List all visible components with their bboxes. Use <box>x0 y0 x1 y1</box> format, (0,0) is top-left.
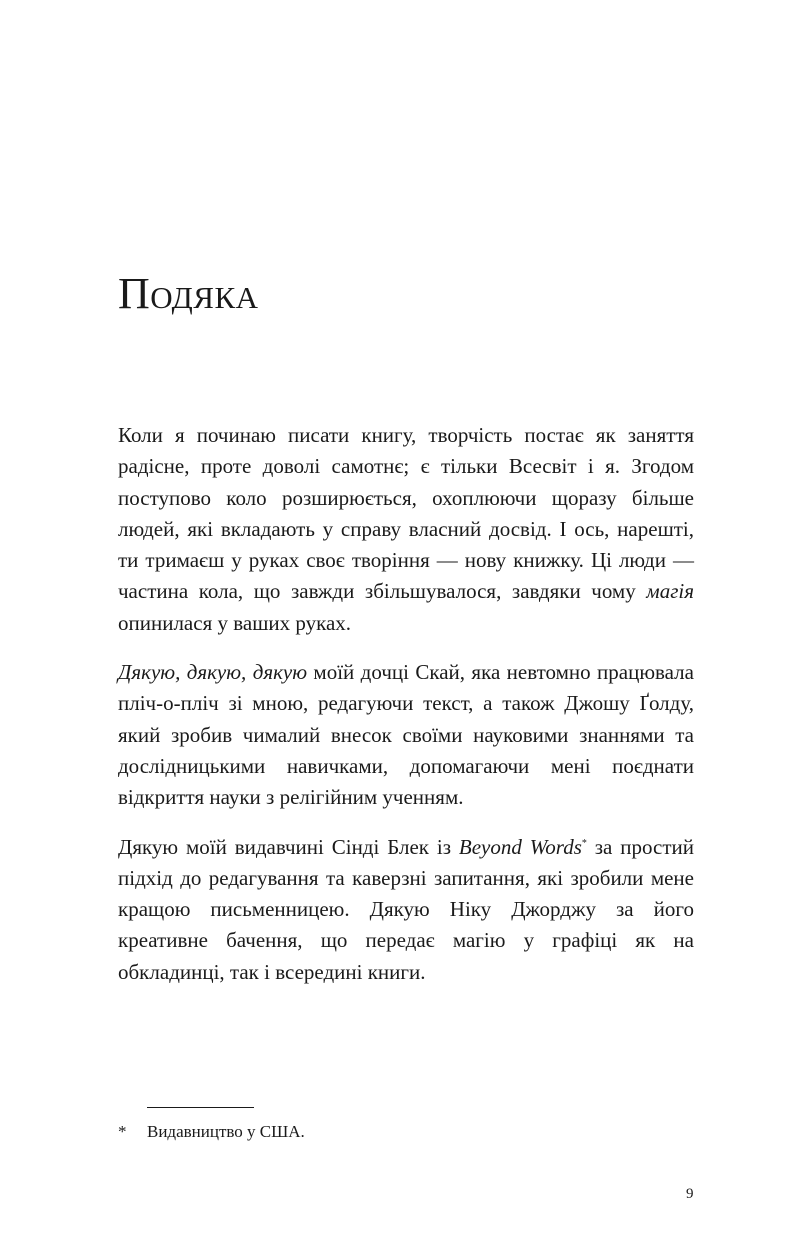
footnote-divider <box>147 1107 254 1108</box>
paragraph-3-text-a: Дякую моїй видавчині Сінді Блек із <box>118 834 459 859</box>
paragraph-1-text-a: Коли я починаю писати книгу, творчість постає як заняття радісне, проте доволі самотнє; є тільки Всесвіт і я. Згодом поступово коло розширюється, охоплюючи щоразу більше людей, які вкладають у справу власний досвід. І ось, нарешті, ти тримаєш у руках своє творіння — нову книжку. Ці люди — частина кола, що завжди збільшувалося, завдяки чому <box>118 423 694 604</box>
paragraph-1-italic-magic: магія <box>646 579 694 604</box>
paragraph-2-italic-thanks: Дякую, дякую, дякую <box>118 660 308 685</box>
footnote <box>118 1121 305 1143</box>
paragraph-3-italic-publisher: Beyond Words <box>458 834 582 859</box>
footnote-text: Видавництво у США. <box>147 1122 305 1141</box>
chapter-title: Подяка <box>118 269 259 318</box>
paragraph-1 <box>118 420 694 639</box>
paragraph-3 <box>118 832 694 988</box>
paragraph-1-text-b: опинилася у ваших руках. <box>118 610 352 635</box>
page-number: 9 <box>686 1186 694 1202</box>
footnote-reference-mark: * <box>581 837 587 849</box>
footnote-mark: * <box>118 1122 127 1141</box>
paragraph-2-text: моїй дочці Скай, яка невтомно працювала пліч-о-пліч зі мною, редагуючи текст, а також Джошу Ґолду, який зробив чималий внесок своїми науковими знаннями та дослідницькими навичками, допомагаючи мені поєднати відкриття науки з релігійним ученням. <box>118 660 694 810</box>
paragraph-3-text-b: за простий підхід до редагування та каверзні запитання, які зробили мене кращою письменницею. Дякую Ніку Джорджу за його креативне бачення, що передає магію у графіці як на обкладинці, так і всередині книги. <box>118 834 694 984</box>
paragraph-2 <box>118 657 694 813</box>
body-text <box>118 420 694 1006</box>
